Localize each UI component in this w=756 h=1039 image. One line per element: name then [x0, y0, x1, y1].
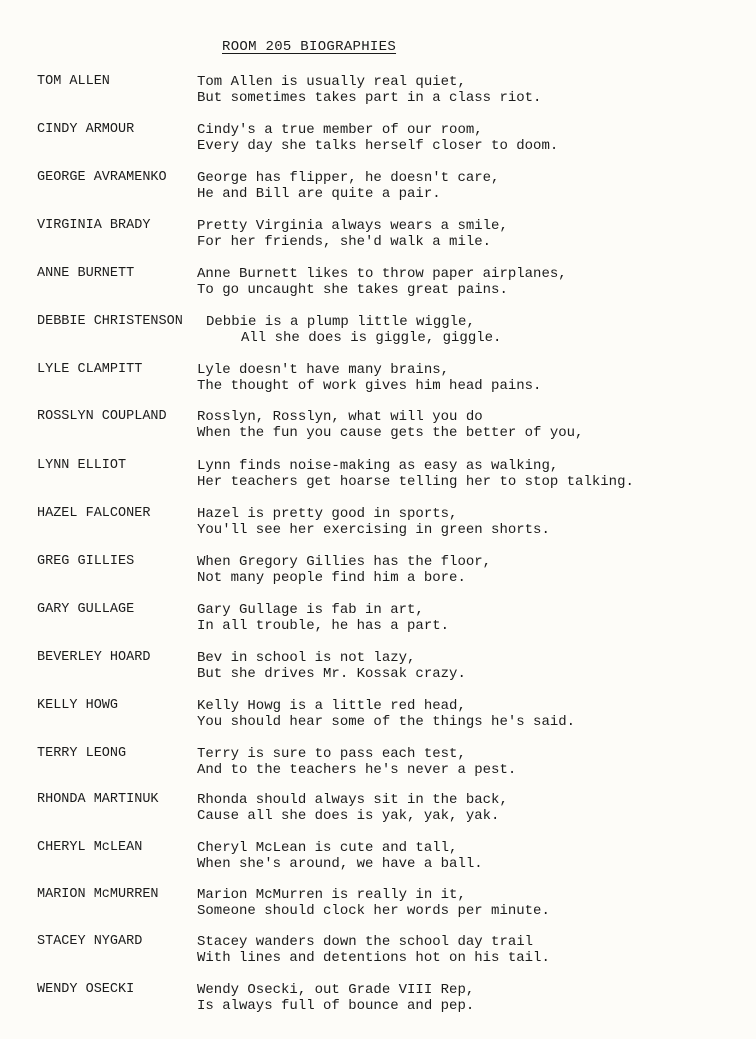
- verse-line-2: When the fun you cause gets the better of you,: [197, 425, 584, 441]
- verse-line-2: When she's around, we have a ball.: [197, 856, 483, 872]
- biography-entry: [37, 122, 737, 162]
- verse-line-1: Rhonda should always sit in the back,: [197, 792, 508, 808]
- biography-entry: [37, 887, 737, 927]
- student-name: GREG GILLIES: [37, 554, 135, 569]
- verse-line-1: Cheryl McLean is cute and tall,: [197, 840, 458, 856]
- biography-verse: [197, 746, 516, 778]
- biography-entry: [37, 218, 737, 258]
- biography-verse: [197, 602, 449, 634]
- verse-line-1: When Gregory Gillies has the floor,: [197, 554, 492, 570]
- verse-line-2: Is always full of bounce and pep.: [197, 998, 475, 1014]
- biography-verse: [197, 887, 550, 919]
- student-name: GEORGE AVRAMENKO: [37, 170, 167, 185]
- student-name: HAZEL FALCONER: [37, 506, 151, 521]
- student-name: CINDY ARMOUR: [37, 122, 135, 137]
- biography-verse: [197, 982, 474, 1014]
- verse-line-1: Marion McMurren is really in it,: [197, 887, 466, 903]
- verse-line-2: For her friends, she'd walk a mile.: [197, 234, 492, 250]
- student-name: MARION McMURREN: [37, 887, 159, 902]
- biography-entry: [37, 74, 737, 114]
- biography-entry: [37, 554, 737, 594]
- biography-entry: [37, 362, 737, 402]
- biography-verse: [197, 458, 634, 490]
- biography-verse: [197, 266, 567, 298]
- verse-line-2: To go uncaught she takes great pains.: [197, 282, 508, 298]
- student-name: LYLE CLAMPITT: [37, 362, 143, 377]
- biography-entry: [37, 792, 737, 832]
- verse-line-2: The thought of work gives him head pains.: [197, 378, 542, 394]
- student-name: LYNN ELLIOT: [37, 458, 127, 473]
- biography-verse: [197, 792, 508, 824]
- verse-line-1: George has flipper, he doesn't care,: [197, 170, 500, 186]
- page-title: ROOM 205 BIOGRAPHIES: [222, 39, 397, 55]
- biography-entry: [37, 314, 737, 354]
- verse-line-2: Someone should clock her words per minute.: [197, 903, 550, 919]
- student-name: GARY GULLAGE: [37, 602, 135, 617]
- biography-verse: [197, 362, 541, 394]
- biography-verse: [197, 74, 541, 106]
- student-name: ROSSLYN COUPLAND: [37, 409, 167, 424]
- student-name: RHONDA MARTINUK: [37, 792, 159, 807]
- verse-line-2: You'll see her exercising in green shorts.: [197, 522, 550, 538]
- verse-line-2: Her teachers get hoarse telling her to stop talking.: [197, 474, 634, 490]
- student-name: STACEY NYGARD: [37, 934, 143, 949]
- verse-line-1: Terry is sure to pass each test,: [197, 746, 466, 762]
- biography-entry: [37, 650, 737, 690]
- biography-verse: [197, 218, 508, 250]
- verse-line-1: Wendy Osecki, out Grade VIII Rep,: [197, 982, 475, 998]
- biography-verse: [197, 698, 575, 730]
- student-name: TOM ALLEN: [37, 74, 110, 89]
- student-name: TERRY LEONG: [37, 746, 127, 761]
- student-name: KELLY HOWG: [37, 698, 119, 713]
- verse-line-2: Every day she talks herself closer to doom.: [197, 138, 559, 154]
- verse-line-1: Bev in school is not lazy,: [197, 650, 416, 666]
- biography-entry: [37, 409, 737, 449]
- biography-verse: [197, 840, 483, 872]
- verse-line-2: And to the teachers he's never a pest.: [197, 762, 517, 778]
- verse-line-1: Stacey wanders down the school day trail: [197, 934, 534, 950]
- verse-line-1: Tom Allen is usually real quiet,: [197, 74, 466, 90]
- biography-entry: [37, 266, 737, 306]
- verse-line-1: Anne Burnett likes to throw paper airplanes,: [197, 266, 567, 282]
- student-name: DEBBIE CHRISTENSON: [37, 314, 183, 329]
- biography-entry: [37, 602, 737, 642]
- verse-line-2: But she drives Mr. Kossak crazy.: [197, 666, 466, 682]
- biography-verse: [197, 650, 466, 682]
- biography-entry: [37, 458, 737, 498]
- verse-line-1: Cindy's a true member of our room,: [197, 122, 483, 138]
- biography-entry: [37, 506, 737, 546]
- verse-line-2: In all trouble, he has a part.: [197, 618, 450, 634]
- biography-verse: [197, 934, 550, 966]
- verse-line-1: Lyle doesn't have many brains,: [197, 362, 450, 378]
- biography-verse: [206, 314, 501, 346]
- verse-line-1: Kelly Howg is a little red head,: [197, 698, 466, 714]
- verse-line-2: You should hear some of the things he's said.: [197, 714, 576, 730]
- student-name: ANNE BURNETT: [37, 266, 135, 281]
- biography-entry: [37, 840, 737, 880]
- verse-line-2: Not many people find him a bore.: [197, 570, 466, 586]
- biography-entry: [37, 170, 737, 210]
- verse-line-1: Rosslyn, Rosslyn, what will you do: [197, 409, 483, 425]
- verse-line-1: Lynn finds noise-making as easy as walking,: [197, 458, 559, 474]
- student-name: VIRGINIA BRADY: [37, 218, 151, 233]
- verse-line-1: Hazel is pretty good in sports,: [197, 506, 458, 522]
- verse-line-1: Debbie is a plump little wiggle,: [206, 314, 475, 330]
- biography-verse: [197, 409, 583, 441]
- student-name: BEVERLEY HOARD: [37, 650, 151, 665]
- biography-entry: [37, 698, 737, 738]
- verse-line-2: He and Bill are quite a pair.: [197, 186, 441, 202]
- biography-entry: [37, 746, 737, 786]
- verse-line-1: Pretty Virginia always wears a smile,: [197, 218, 508, 234]
- biography-entry: [37, 982, 737, 1022]
- biography-verse: [197, 122, 558, 154]
- verse-line-1: Gary Gullage is fab in art,: [197, 602, 424, 618]
- verse-line-2: With lines and detentions hot on his tail.: [197, 950, 550, 966]
- verse-line-2: But sometimes takes part in a class riot.: [197, 90, 542, 106]
- biography-verse: [197, 506, 550, 538]
- student-name: WENDY OSECKI: [37, 982, 135, 997]
- biography-entry: [37, 934, 737, 974]
- verse-line-2: Cause all she does is yak, yak, yak.: [197, 808, 500, 824]
- verse-line-2: All she does is giggle, giggle.: [241, 330, 502, 346]
- biography-verse: [197, 170, 499, 202]
- biography-verse: [197, 554, 491, 586]
- student-name: CHERYL McLEAN: [37, 840, 143, 855]
